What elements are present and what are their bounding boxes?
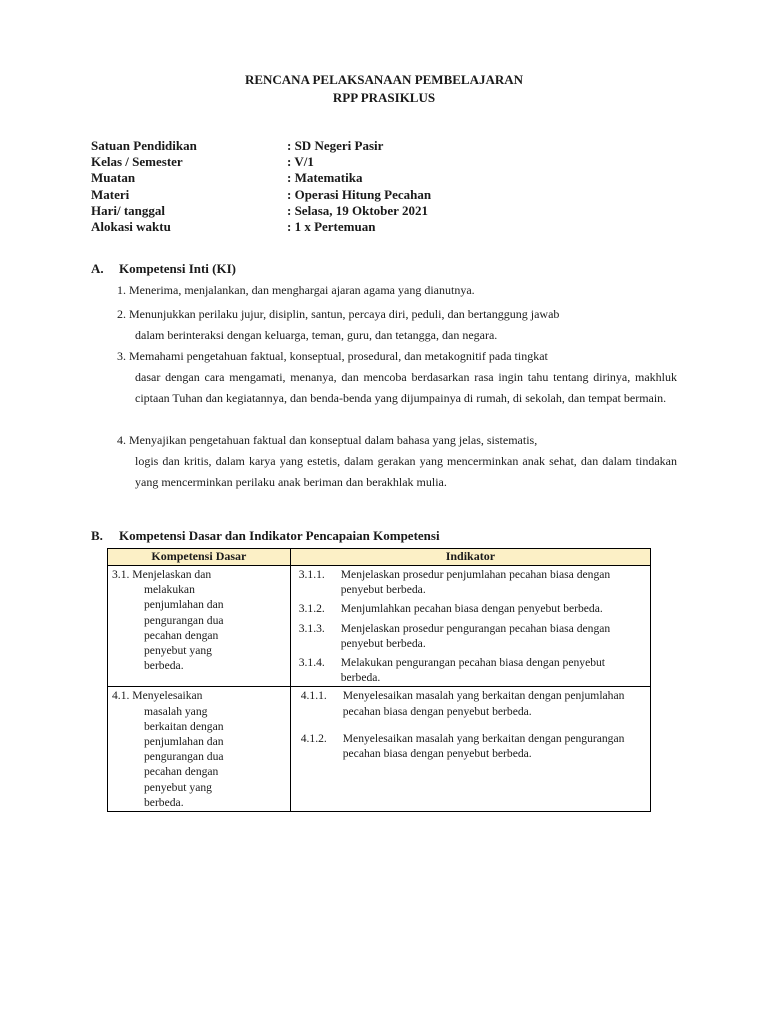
ki-item-text: 1. Menerima, menjalankan, dan menghargai ajaran agama yang dianutnya. (117, 283, 475, 297)
indicator-number: 3.1.4. (298, 656, 325, 670)
indicator-text: Menjelaskan prosedur pengurangan pecahan biasa dengan penyebut berbeda. (340, 621, 611, 650)
info-row (91, 154, 431, 170)
kd-text-line: penyebut yang (144, 644, 212, 658)
section-title: Kompetensi Inti (KI) (119, 261, 236, 276)
info-value: : 1 x Pertemuan (287, 218, 376, 234)
kd-text-line: penjumlahan dan (144, 598, 224, 612)
header-kompetensi-dasar: Kompetensi Dasar (108, 549, 291, 566)
info-label: Muatan (91, 170, 136, 186)
info-value: : Selasa, 19 Oktober 2021 (287, 202, 428, 218)
section-a-heading (91, 261, 236, 277)
kd-text-line: penjumlahan dan (144, 735, 224, 749)
ki-item (117, 346, 677, 409)
indicator-text: Menjumlahkan pecahan biasa dengan penyebut berbeda. (340, 602, 603, 616)
kd-text-line: melakukan (144, 583, 195, 597)
indicator-text: Menyelesaikan masalah yang berkaitan dengan pengurangan pecahan biasa dengan penyebut berbeda. (342, 731, 625, 761)
info-row (91, 203, 431, 219)
ki-item-continuation: dasar dengan cara mengamati, menanya, dan mencoba berdasarkan rasa ingin tahu tentang dirinya, makhluk ciptaan Tuhan dan kegiatannya, dan benda-benda yang dijumpainya di rumah, di sekolah, dan tempat bermain. (135, 370, 677, 405)
indicator-number: 3.1.1. (298, 568, 325, 581)
info-row (91, 219, 431, 235)
info-row (91, 170, 431, 186)
info-label: Materi (91, 186, 130, 202)
indicator-number: 3.1.2. (298, 602, 325, 616)
info-label: Kelas / Semester (91, 154, 183, 170)
kd-text-line: penyebut yang (144, 780, 212, 794)
identity-block (91, 138, 431, 235)
header-indikator: Indikator (290, 549, 650, 566)
ki-item (117, 430, 677, 493)
ki-item (117, 280, 677, 301)
kd-number-text: 4.1. Menyelesaikan (112, 689, 203, 703)
indicator-number: 4.1.1. (300, 689, 327, 703)
info-value: : Operasi Hitung Pecahan (287, 186, 432, 202)
section-letter: B. (91, 528, 103, 543)
kd-text-line: berbeda. (144, 659, 184, 673)
indicator-item (299, 567, 646, 597)
indicator-item (301, 731, 646, 761)
kd-cell (108, 566, 291, 687)
table-row (108, 566, 651, 687)
ki-item-continuation: dalam berinteraksi dengan keluarga, teman, guru, dan tetangga, dan negara. (135, 328, 498, 342)
table-header-row (108, 549, 651, 566)
ki-item-text: 4. Menyajikan pengetahuan faktual dan konseptual dalam bahasa yang jelas, sistematis, (117, 433, 538, 447)
info-value: : V/1 (287, 154, 314, 170)
indicator-item (299, 621, 646, 651)
indicator-number: 4.1.2. (300, 731, 327, 745)
ki-item-continuation: logis dan kritis, dalam karya yang estetis, dalam gerakan yang mencerminkan anak sehat, dan dalam tindakan yang mencerminkan perilaku anak beriman dan berakhlak mulia. (135, 454, 677, 489)
document-subtitle: RPP PRASIKLUS (332, 90, 436, 105)
info-value: : SD Negeri Pasir (287, 138, 384, 153)
indicator-item (299, 601, 646, 616)
info-row (91, 187, 431, 203)
info-label: Alokasi waktu (91, 218, 171, 234)
info-value: : Matematika (287, 170, 363, 186)
kd-cell (108, 687, 291, 812)
section-b-heading (91, 528, 440, 544)
ki-item-text: 3. Memahami pengetahuan faktual, konseptual, prosedural, dan metakognitif pada tingkat (117, 349, 548, 363)
section-title: Kompetensi Dasar dan Indikator Pencapaian Kompetensi (119, 528, 440, 543)
table-row (108, 687, 651, 812)
kd-number-text: 3.1. Menjelaskan dan (112, 568, 212, 581)
kd-text-line: masalah yang (144, 704, 208, 718)
document-title: RENCANA PELAKSANAAN PEMBELAJARAN (244, 72, 524, 87)
kd-text-line: pengurangan dua (144, 750, 224, 764)
kd-text-line: berbeda. (144, 795, 184, 809)
indicator-text: Melakukan pengurangan pecahan biasa dengan penyebut berbeda. (340, 656, 606, 685)
kd-text-line: pengurangan dua (144, 613, 224, 627)
indicator-cell (290, 687, 650, 812)
indicator-item (299, 655, 646, 685)
kd-text-line: pecahan dengan (144, 628, 219, 642)
kd-text-line: berkaitan dengan (144, 719, 224, 733)
indicator-cell (290, 566, 650, 687)
indicator-text: Menyelesaikan masalah yang berkaitan dengan penjumlahan pecahan biasa dengan penyebut berbeda. (342, 689, 625, 718)
info-label: Satuan Pendidikan (91, 138, 197, 153)
kd-text-line: pecahan dengan (144, 765, 219, 779)
ki-item (117, 304, 677, 346)
info-label: Hari/ tanggal (91, 202, 166, 218)
indicator-text: Menjelaskan prosedur penjumlahan pecahan biasa dengan penyebut berbeda. (340, 568, 611, 597)
info-row (91, 138, 431, 154)
section-letter: A. (91, 261, 104, 276)
indicator-number: 3.1.3. (298, 621, 325, 635)
kd-indicator-table (107, 548, 651, 812)
ki-item-text: 2. Menunjukkan perilaku jujur, disiplin, santun, percaya diri, peduli, dan bertanggung jawab (117, 307, 560, 321)
indicator-item (301, 688, 646, 718)
